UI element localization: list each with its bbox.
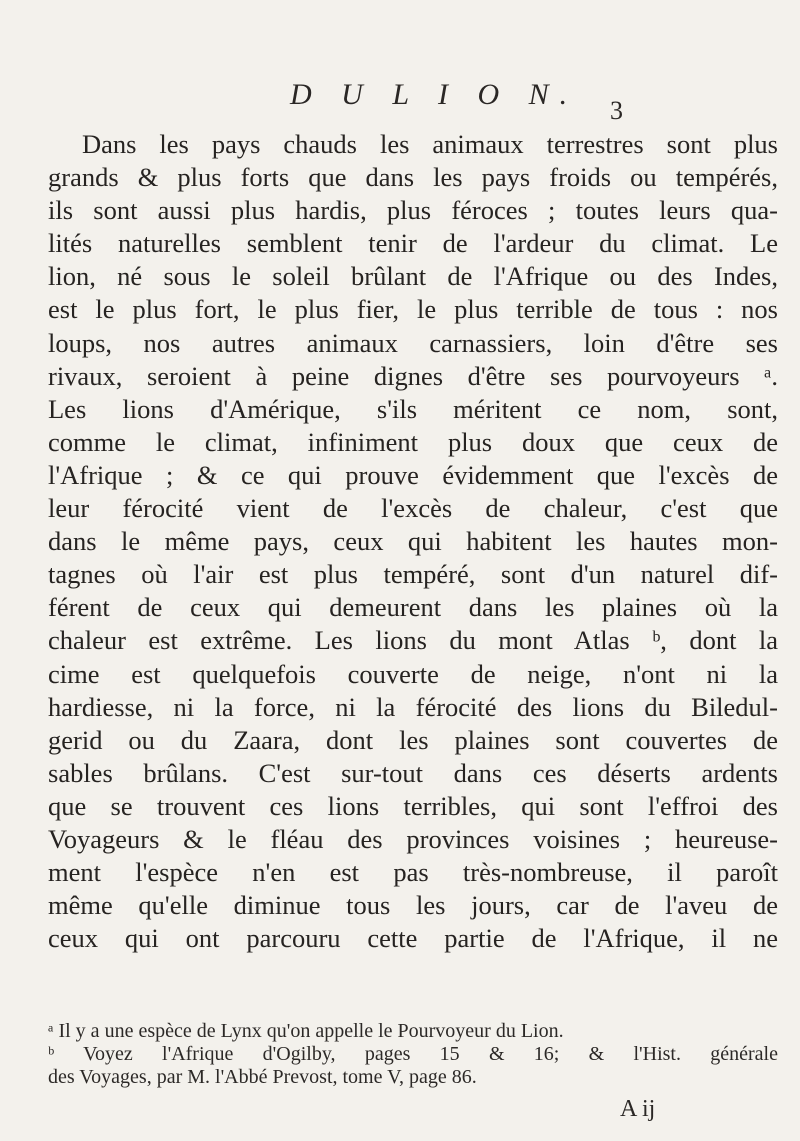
footnote-b-line-2: des Voyages, par M. l'Abbé Prevost, tome V, page 86. <box>48 1066 477 1088</box>
body-paragraph <box>48 128 778 955</box>
text-line: ils sont aussi plus hardis, plus féroces ; toutes leurs qua- <box>48 195 778 226</box>
text-line: lités naturelles semblent tenir de l'ardeur du climat. Le <box>48 228 778 259</box>
footnote-a: ᵃ Il y a une espèce de Lynx qu'on appelle le Pourvoyeur du Lion. <box>48 1020 564 1042</box>
text-line: l'Afrique ; & ce qui prouve évidemment que l'excès de <box>48 459 778 490</box>
text-line: dans le même pays, ceux qui habitent les hautes mon- <box>48 526 778 557</box>
text-line: lion, né sous le soleil brûlant de l'Afrique ou des Indes, <box>48 261 778 292</box>
running-head <box>0 78 800 125</box>
text-line: sables brûlans. C'est sur-tout dans ces déserts ardents <box>48 757 778 788</box>
text-line: ment l'espèce n'en est pas très-nombreuse, il paroît <box>48 857 778 888</box>
text-line: comme le climat, infiniment plus doux que ceux de <box>48 426 778 457</box>
text-line: grands & plus forts que dans les pays froids ou tempérés, <box>48 162 778 193</box>
text-line: tagnes où l'air est plus tempéré, sont d'un naturel dif- <box>48 559 778 590</box>
footnote-b-line-1: ᵇ Voyez l'Afrique d'Ogilby, pages 15 & 16; & l'Hist. générale <box>48 1043 778 1065</box>
text-line: que se trouvent ces lions terribles, qui sont l'effroi des <box>48 790 778 821</box>
text-line: est le plus fort, le plus fier, le plus terrible de tous : nos <box>48 294 778 325</box>
text-line: ceux qui ont parcouru cette partie de l'Afrique, il ne <box>48 923 778 954</box>
running-title: D U L I O N. <box>290 78 579 111</box>
footnotes <box>48 1020 778 1089</box>
text-line: Les lions d'Amérique, s'ils méritent ce nom, sont, <box>48 393 778 424</box>
text-line: rivaux, seroient à peine dignes d'être ses pourvoyeurs ᵃ. <box>48 360 778 391</box>
text-line: leur férocité vient de l'excès de chaleur, c'est que <box>48 493 778 524</box>
text-line: cime est quelquefois couverte de neige, n'ont ni la <box>48 658 778 689</box>
text-line: hardiesse, ni la force, ni la férocité des lions du Biledul- <box>48 691 778 722</box>
text-line: férent de ceux qui demeurent dans les plaines où la <box>48 592 778 623</box>
signature-mark: A ij <box>620 1096 656 1122</box>
text-line: gerid ou du Zaara, dont les plaines sont couvertes de <box>48 724 778 755</box>
text-line: même qu'elle diminue tous les jours, car de l'aveu de <box>48 890 778 921</box>
text-line: Dans les pays chauds les animaux terrestres sont plus <box>82 129 778 159</box>
text-line: chaleur est extrême. Les lions du mont Atlas ᵇ, dont la <box>48 625 778 656</box>
text-line: Voyageurs & le fléau des provinces voisines ; heureuse- <box>48 823 778 854</box>
page-number: 3 <box>610 96 623 125</box>
text-line: loups, nos autres animaux carnassiers, loin d'être ses <box>48 327 778 358</box>
